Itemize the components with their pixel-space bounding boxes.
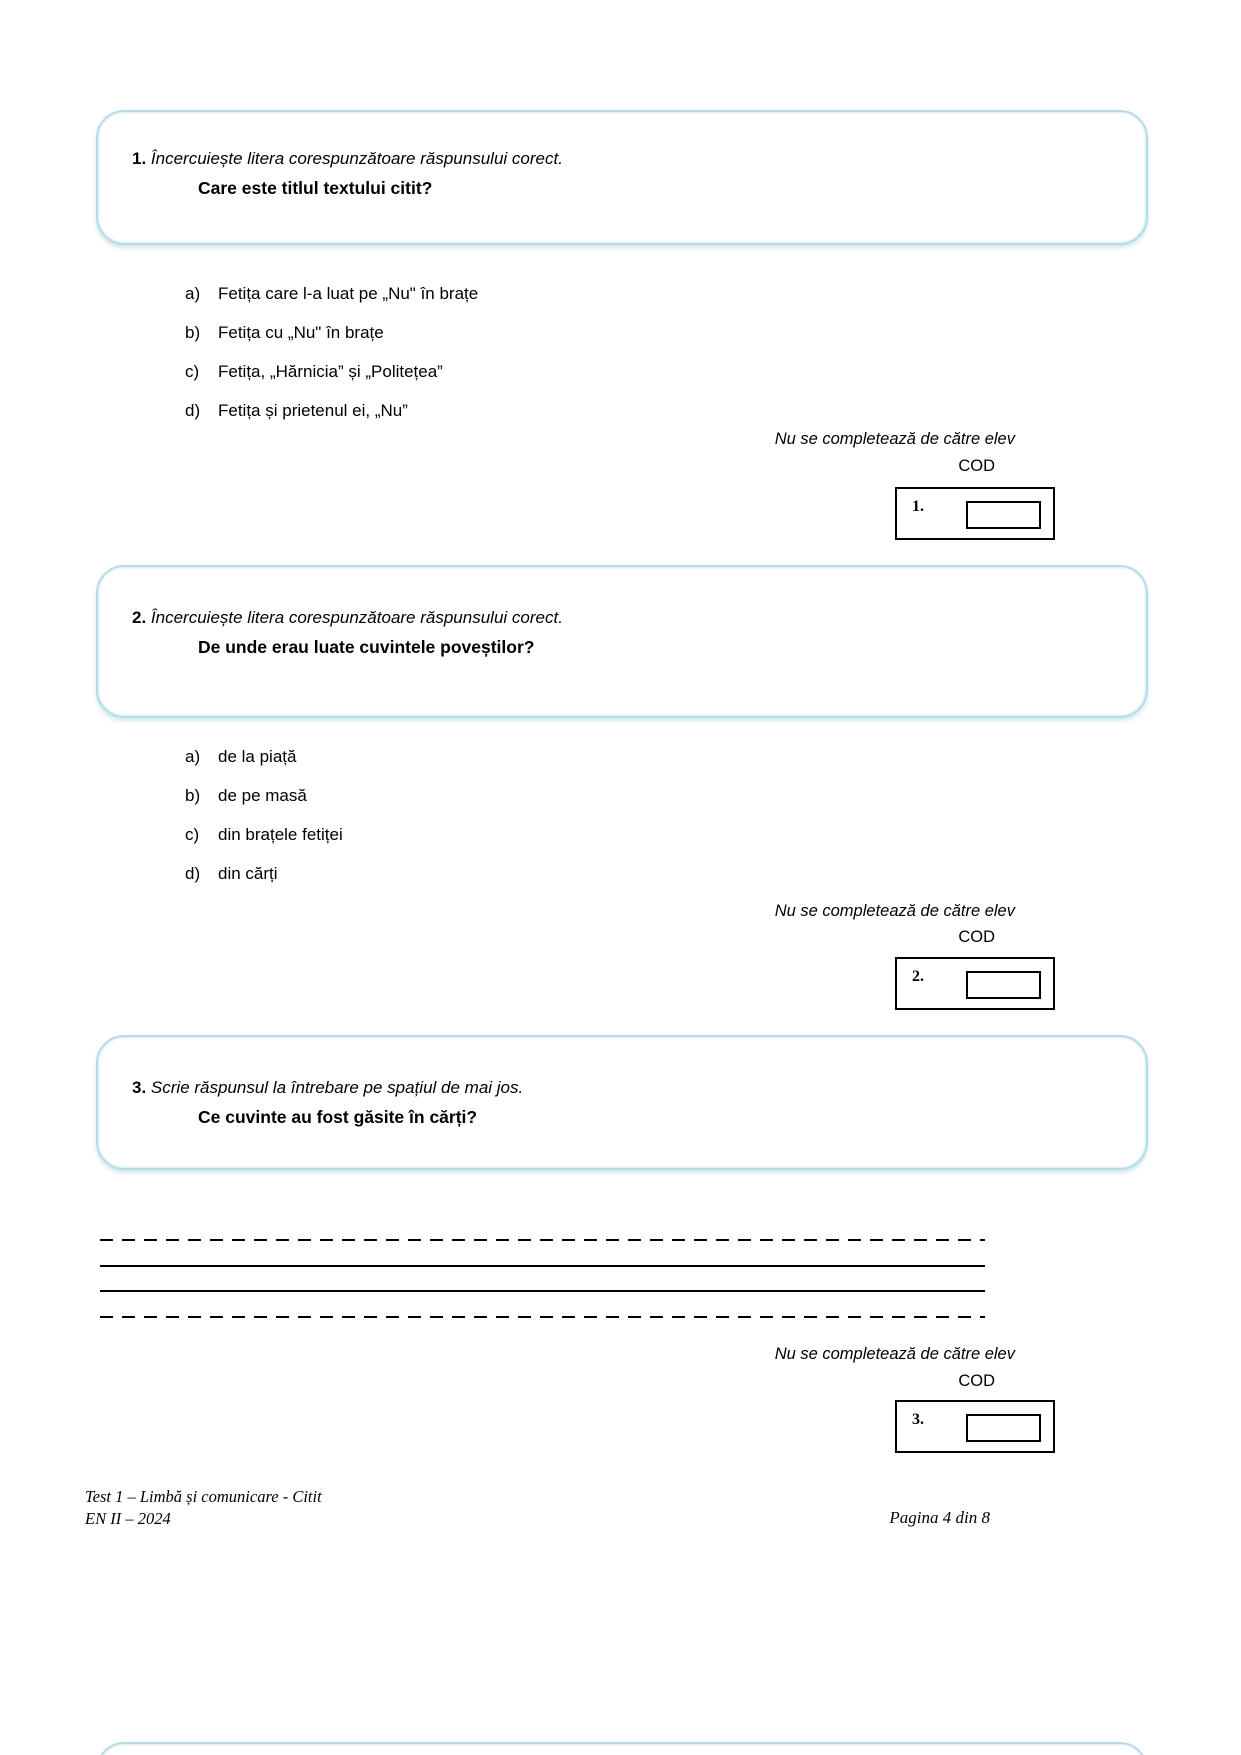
question-2-option-d [185,854,343,893]
option-text: de la piață [218,746,297,766]
writing-guide-line-solid [100,1290,985,1292]
question-1-option-a [185,274,478,313]
footer-test-edition: EN II – 2024 [85,1509,171,1528]
not-for-student-note: Nu se completează de către elev [774,902,1015,920]
option-letter: b) [185,322,201,342]
writing-guide-line-solid [100,1265,985,1267]
question-3-instruction: Scrie răspunsul la întrebare pe spațiul de mai jos. [150,1078,524,1097]
cod-label: COD [958,928,995,946]
option-text: de pe masă [218,785,307,805]
question-3-prompt: Ce cuvinte au fost găsite în cărți? [198,1107,478,1127]
question-2-option-c [185,815,343,854]
question-2-option-a [185,737,343,776]
option-text: din cărți [218,863,278,883]
question-1-box [96,110,1148,245]
option-letter: d) [185,863,201,883]
cod-entry-field [966,501,1041,529]
question-2-option-b [185,776,343,815]
option-text: Fetița cu „Nu" în brațe [218,322,384,342]
option-letter: c) [185,824,200,844]
not-for-student-note: Nu se completează de către elev [774,1345,1015,1363]
question-1-instruction: Încercuiește litera corespunzătoare răspunsului corect. [150,149,563,168]
footer-test-info [85,1486,322,1530]
question-2-box [96,565,1148,718]
question-3-box [96,1035,1148,1170]
option-letter: d) [185,400,201,420]
not-for-student-note: Nu se completează de către elev [774,430,1015,448]
cod-question-number: 3. [912,1411,924,1428]
writing-guide-line-dashed [100,1316,985,1318]
question-3-number: 3. [132,1078,147,1097]
footer-page-number: Pagina 4 din 8 [889,1508,990,1527]
question-1-option-b [185,313,478,352]
question-2-prompt: De unde erau luate cuvintele poveștilor? [198,637,535,657]
cod-question-number: 1. [912,498,924,515]
cod-label: COD [958,1372,995,1390]
cod-box-1 [895,487,1055,540]
cod-question-number: 2. [912,968,924,985]
option-letter: b) [185,785,201,805]
option-text: Fetița și prietenul ei, „Nu” [218,400,408,420]
question-1-instruction-line [132,148,563,169]
option-letter: a) [185,283,201,303]
cod-entry-field [966,971,1041,999]
question-3-instruction-line [132,1077,523,1098]
question-2-instruction-line [132,607,563,628]
writing-guide-line-dashed [100,1239,985,1241]
option-text: Fetița care l-a luat pe „Nu" în brațe [218,283,479,303]
cod-entry-field [966,1414,1041,1442]
question-1-number: 1. [132,149,147,168]
question-1-option-d [185,391,478,430]
cod-box-2 [895,957,1055,1010]
next-question-box-peek [96,1742,1148,1755]
option-letter: c) [185,361,200,381]
question-2-instruction: Încercuiește litera corespunzătoare răspunsului corect. [150,608,563,627]
option-text: Fetița, „Hărnicia” și „Politețea” [218,361,443,381]
footer-test-title: Test 1 – Limbă și comunicare - Citit [85,1487,322,1506]
question-2-options [185,737,343,893]
option-text: din brațele fetiței [218,824,343,844]
question-1-option-c [185,352,478,391]
cod-box-3 [895,1400,1055,1453]
question-2-number: 2. [132,608,147,627]
question-1-prompt: Care este titlul textului citit? [198,178,433,198]
option-letter: a) [185,746,201,766]
question-1-options [185,274,478,430]
cod-label: COD [958,457,995,475]
